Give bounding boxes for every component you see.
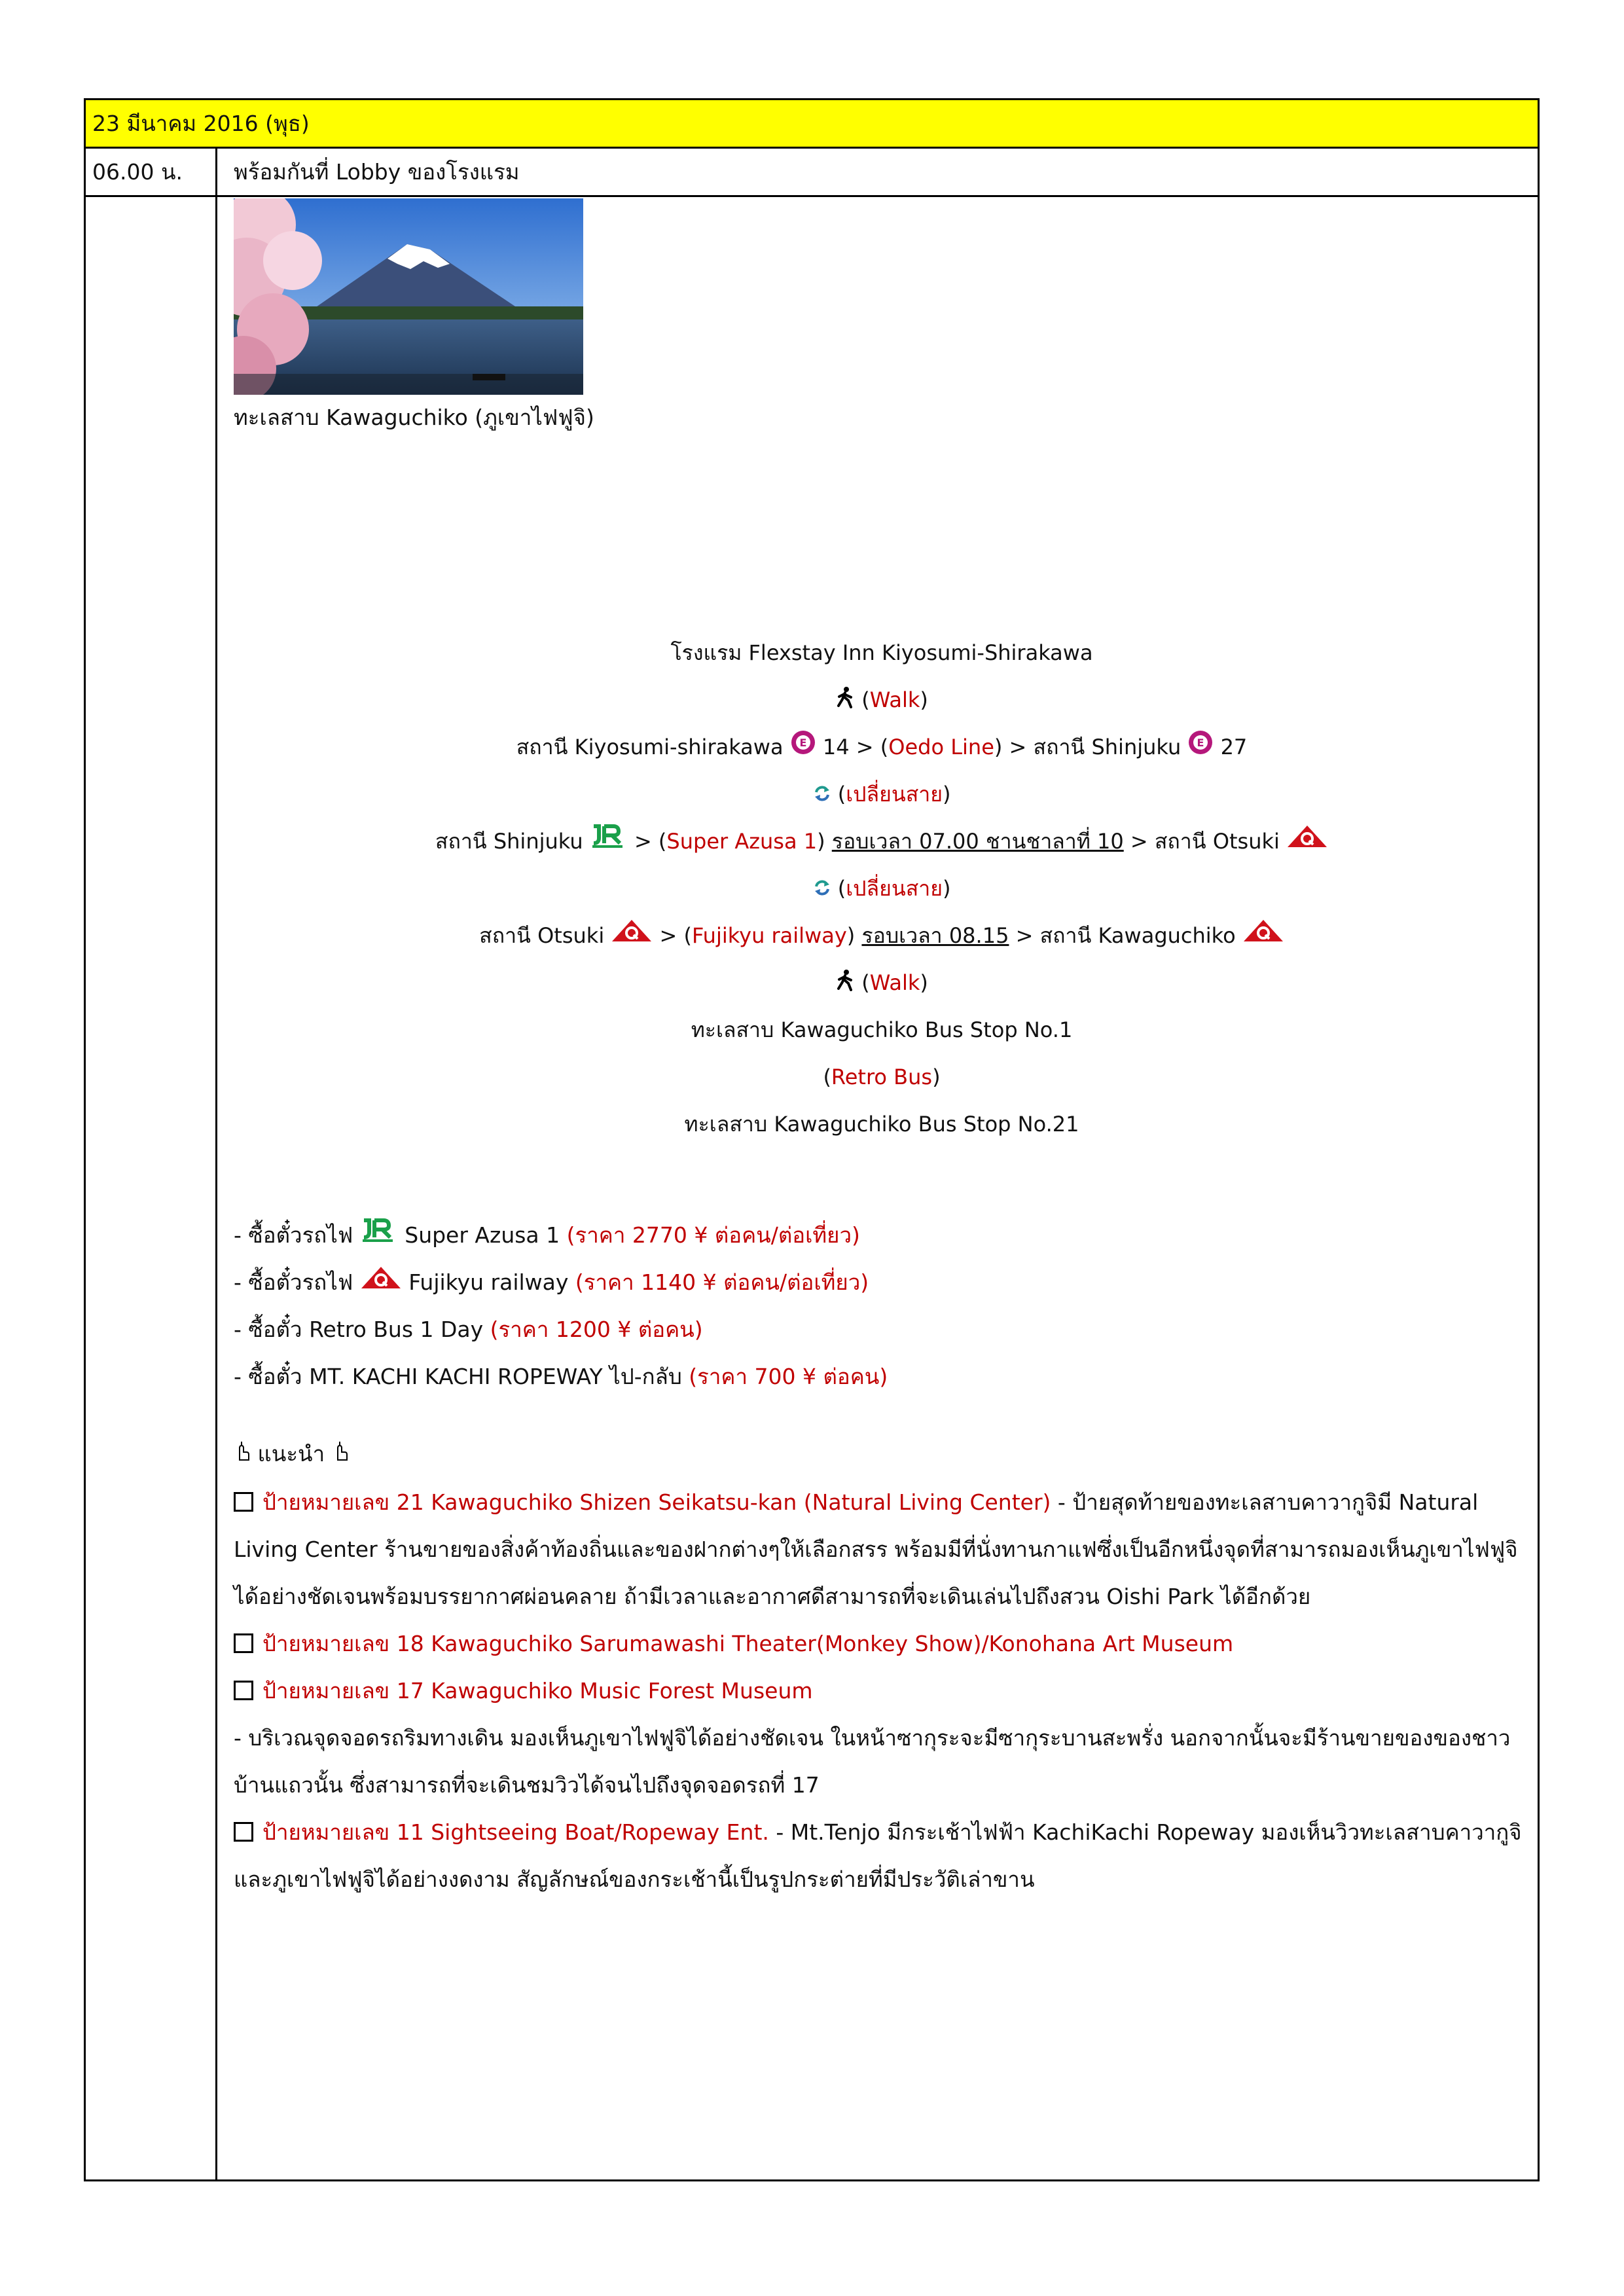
transfer-label: เปลี่ยนสาย (846, 782, 943, 807)
route-oedo: สถานี Kiyosumi-shirakawa E 14 > (Oedo Line) > สถานี Shinjuku E 27 (234, 723, 1530, 771)
date-label: 23 มีนาคม 2016 (พุธ) (92, 111, 310, 136)
route-walk-2: (Walk) (234, 959, 1530, 1006)
shinjuku-number: 27 (1220, 735, 1248, 759)
azusa-departure: รอบเวลา 07.00 ชานชาลาที่ 10 (831, 829, 1124, 854)
stop-11-item (234, 1809, 1530, 1903)
route-jr: สถานี Shinjuku > (Super Azusa 1) รอบเวลา 07.00 ชานชาลาที่ 10 > สถานี Otsuki (234, 818, 1530, 865)
stop-21-item (234, 1479, 1530, 1620)
oedo-line-label: Oedo Line (888, 735, 994, 759)
ticket-price: (ราคา 1140 ¥ ต่อคน/ต่อเที่ยว) (575, 1269, 869, 1295)
ticket-item (234, 1259, 888, 1306)
route-retro-bus: (Retro Bus) (823, 1065, 941, 1089)
schedule-row (86, 149, 1538, 197)
retro-bus-label: Retro Bus (831, 1065, 933, 1089)
transfer-label: เปลี่ยนสาย (846, 876, 943, 901)
recommend-heading (234, 1430, 1530, 1479)
meeting-text: พร้อมกันที่ Lobby ของโรงแรม (234, 159, 520, 185)
column-divider (215, 149, 217, 2179)
route-bus-stop-21: ทะเลสาบ Kawaguchiko Bus Stop No.21 (684, 1112, 1079, 1137)
fujikyu-logo-icon (1286, 819, 1328, 866)
super-azusa-label: Super Azusa 1 (666, 829, 818, 854)
stop-21-checkbox[interactable] (234, 1492, 253, 1512)
oedo-badge-letter: E (1197, 737, 1204, 749)
stop-18-item (234, 1620, 1530, 1667)
ticket-price: (ราคา 1200 ¥ ต่อคน) (490, 1317, 703, 1342)
route-hotel: โรงแรม Flexstay Inn Kiyosumi-Shirakawa (670, 640, 1093, 665)
recommend-title: แนะนำ (257, 1441, 325, 1467)
fujikyu-logo-icon (1242, 913, 1284, 960)
pointing-hand-icon (332, 1432, 349, 1479)
otsuki-station: สถานี Otsuki (479, 923, 605, 948)
ticket-name: Fujikyu railway (408, 1269, 569, 1295)
stop-17-title: ป้ายหมายเลข 17 Kawaguchiko Music Forest Museum (262, 1677, 813, 1704)
jr-east-logo-icon (590, 819, 628, 866)
route-transfer-1: (เปลี่ยนสาย) (234, 771, 1530, 818)
ticket-prefix: - ซื้อตั๋ว MT. KACHI KACHI ROPEWAY ไป-กลับ (234, 1364, 682, 1389)
kiyosumi-number: 14 > (822, 735, 874, 759)
ticket-list (234, 1212, 888, 1400)
ticket-item (234, 1306, 888, 1353)
fujikyu-departure: รอบเวลา 08.15 (861, 923, 1009, 948)
stop-17-item (234, 1667, 1530, 1715)
ticket-price: (ราคา 2770 ¥ ต่อคน/ต่อเที่ยว) (566, 1222, 860, 1248)
walk-label: Walk (869, 970, 920, 995)
stop-17-description: - บริเวณจุดจอดรถริมทางเดิน มองเห็นภูเขาไฟฟูจิได้อย่างชัดเจน ในหน้าซากุระจะมีซากุระบานสะพรั่ง นอกจากนั้นจะมีร้านขายของของชาวบ้านแถวนั้น ซึ่งสามารถที่จะเดินชมวิวได้จนไปถึงจุดจอดรถที่ 17 (234, 1724, 1511, 1798)
transfer-icon (813, 772, 831, 819)
pointing-hand-icon (234, 1432, 251, 1479)
walk-icon (835, 678, 855, 725)
time-label: 06.00 น. (92, 159, 183, 185)
walk-icon (835, 960, 855, 1008)
fuji-photo (234, 198, 583, 395)
to-shinjuku: > สถานี Shinjuku (1009, 735, 1182, 759)
fujikyu-label: Fujikyu railway (692, 923, 847, 948)
photo-caption: ทะเลสาบ Kawaguchiko (ภูเขาไฟฟูจิ) (234, 405, 594, 430)
ticket-item (234, 1353, 888, 1400)
walk-label: Walk (869, 687, 920, 712)
stop-21-description: - ป้ายสุดท้ายของทะเลสาบคาวากูจิมี Natural Living Center ร้านขายของสิ่งค้าท้องถิ่นและของฝากต่างๆให้เลือกสรร พร้อมมีที่นั่งทานกาแฟซึ่งเป็นอีกหนึ่งจุดที่สามารถมองเห็นภูเขาไฟฟูจิได้อย่างชัดเจนพร้อมบรรยากาศผ่อนคลาย ถ้ามีเวลาและอากาศดีสามารถที่จะเดินเล่นไปถึงสวน Oishi Park ได้อีกด้วย (234, 1489, 1518, 1609)
ticket-prefix: - ซื้อตั๋ว Retro Bus 1 Day (234, 1317, 484, 1342)
itinerary-table (84, 98, 1540, 2181)
ticket-prefix: - ซื้อตั๋วรถไฟ (234, 1269, 353, 1295)
to-kawaguchiko: > สถานี Kawaguchiko (1015, 923, 1236, 948)
stop-11-description: - Mt.Tenjo มีกระเช้าไฟฟ้า KachiKachi Ropeway มองเห็นวิวทะเลสาบคาวากูจิและภูเขาไฟฟูจิได้อย่างงดงาม สัญลักษณ์ของกระเช้านี้เป็นรูปกระต่ายที่มีประวัติเล่าขาน (234, 1819, 1522, 1892)
oedo-line-icon (790, 725, 816, 772)
stop-11-title: ป้ายหมายเลข 11 Sightseeing Boat/Ropeway Ent. (262, 1819, 769, 1845)
fujikyu-logo-icon (611, 913, 653, 960)
stop-11-checkbox[interactable] (234, 1822, 253, 1842)
stop-18-checkbox[interactable] (234, 1633, 253, 1653)
oedo-badge-letter: E (799, 737, 807, 749)
route-fujikyu: สถานี Otsuki > (Fujikyu railway) รอบเวลา 08.15 > สถานี Kawaguchiko (234, 912, 1530, 959)
ticket-item (234, 1212, 888, 1259)
kiyosumi-station: สถานี Kiyosumi-shirakawa (516, 735, 784, 759)
route-walk-1: (Walk) (234, 676, 1530, 723)
jr-east-logo-icon (360, 1213, 398, 1260)
ticket-name: Super Azusa 1 (405, 1222, 560, 1248)
oedo-line-icon (1187, 725, 1214, 772)
transfer-icon (813, 866, 831, 913)
route-directions (234, 629, 1530, 1148)
stop-21-title: ป้ายหมายเลข 21 Kawaguchiko Shizen Seikatsu-kan (Natural Living Center) (262, 1489, 1051, 1515)
ticket-prefix: - ซื้อตั๋วรถไฟ (234, 1222, 353, 1248)
route-bus-stop-1: ทะเลสาบ Kawaguchiko Bus Stop No.1 (691, 1017, 1073, 1042)
recommendations (234, 1430, 1530, 1903)
fujikyu-logo-icon (360, 1260, 402, 1307)
to-otsuki: > สถานี Otsuki (1130, 829, 1280, 854)
shinjuku-station: สถานี Shinjuku (435, 829, 583, 854)
stop-17-checkbox[interactable] (234, 1681, 253, 1700)
stop-18-title: ป้ายหมายเลข 18 Kawaguchiko Sarumawashi Theater(Monkey Show)/Konohana Art Museum (262, 1630, 1234, 1656)
ticket-price: (ราคา 700 ¥ ต่อคน) (689, 1364, 888, 1389)
date-header (86, 100, 1538, 149)
route-transfer-2: (เปลี่ยนสาย) (234, 865, 1530, 912)
